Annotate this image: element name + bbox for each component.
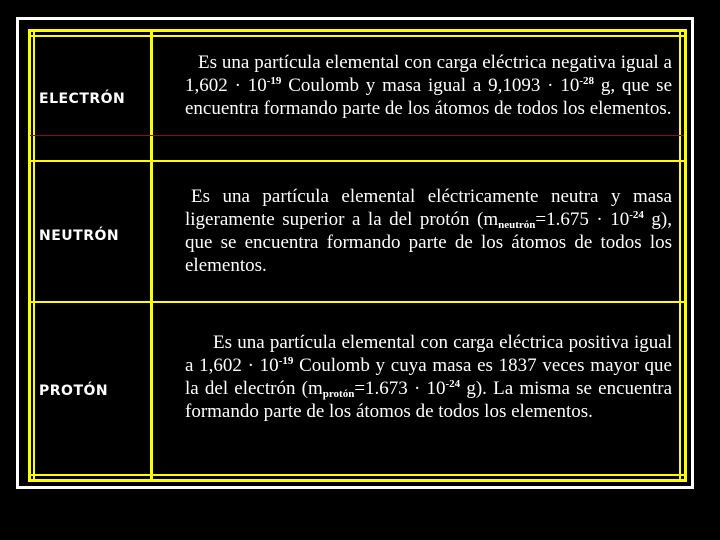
- subscript: neutrón: [498, 219, 536, 231]
- definition-neutron-text-3: g), que se encuentra formando parte de los átomos de todos los elementos.: [185, 209, 672, 276]
- grid-line-left: [28, 30, 31, 482]
- grid-line-bottom: [28, 479, 687, 482]
- definition-electron-text-2: Coulomb y masa igual a 9,1093 · 10: [281, 75, 580, 96]
- exponent: -28: [579, 75, 594, 87]
- grid-line-row-2: [28, 301, 687, 303]
- definition-neutron-text-2: =1.675 · 10: [535, 209, 630, 230]
- definition-electron-text-3: g, que se encuentra formando parte de los átomos de todos los elementos.: [185, 75, 672, 119]
- grid-line-top: [28, 29, 687, 32]
- exponent: -24: [445, 378, 461, 390]
- definition-electron-text-1: Es una partícula elemental con carga eléctrica negativa igual a 1,602 · 10: [185, 52, 672, 96]
- definition-proton-text-3: =1.673 · 10: [354, 378, 446, 399]
- definition-neutron-text-1: Es una partícula elemental eléctricamente neutra y masa ligeramente superior a la del protón (m: [185, 186, 672, 230]
- definition-proton-text-1: Es una partícula elemental con carga eléctrica positiva igual a 1,602 · 10: [185, 332, 672, 376]
- term-neutron: NEUTRÓN: [39, 228, 120, 244]
- grid-line-right-inner: [679, 30, 681, 482]
- grid-line-column: [150, 30, 153, 482]
- definition-proton-text-2: Coulomb y cuya masa es 1837 veces mayor que la del electrón (m: [185, 355, 672, 399]
- divider-line: [30, 135, 684, 136]
- definition-proton-text-4: g). La misma se encuentra formando parte de los átomos de todos los elementos.: [185, 378, 673, 422]
- definition-electron: [185, 51, 672, 120]
- subscript: protón: [322, 388, 355, 400]
- grid-line-top-inner: [28, 35, 687, 37]
- definition-proton: [185, 331, 672, 423]
- term-proton: PROTÓN: [39, 383, 109, 399]
- term-electron: ELECTRÓN: [39, 91, 126, 107]
- grid-line-row-1: [28, 160, 687, 162]
- exponent: -19: [278, 355, 294, 367]
- exponent: -19: [266, 75, 282, 87]
- grid-line-left-inner: [33, 30, 35, 482]
- exponent: -24: [629, 209, 644, 221]
- grid-line-right: [684, 30, 687, 482]
- definition-neutron: [185, 185, 672, 277]
- grid-line-bottom-inner: [28, 474, 687, 476]
